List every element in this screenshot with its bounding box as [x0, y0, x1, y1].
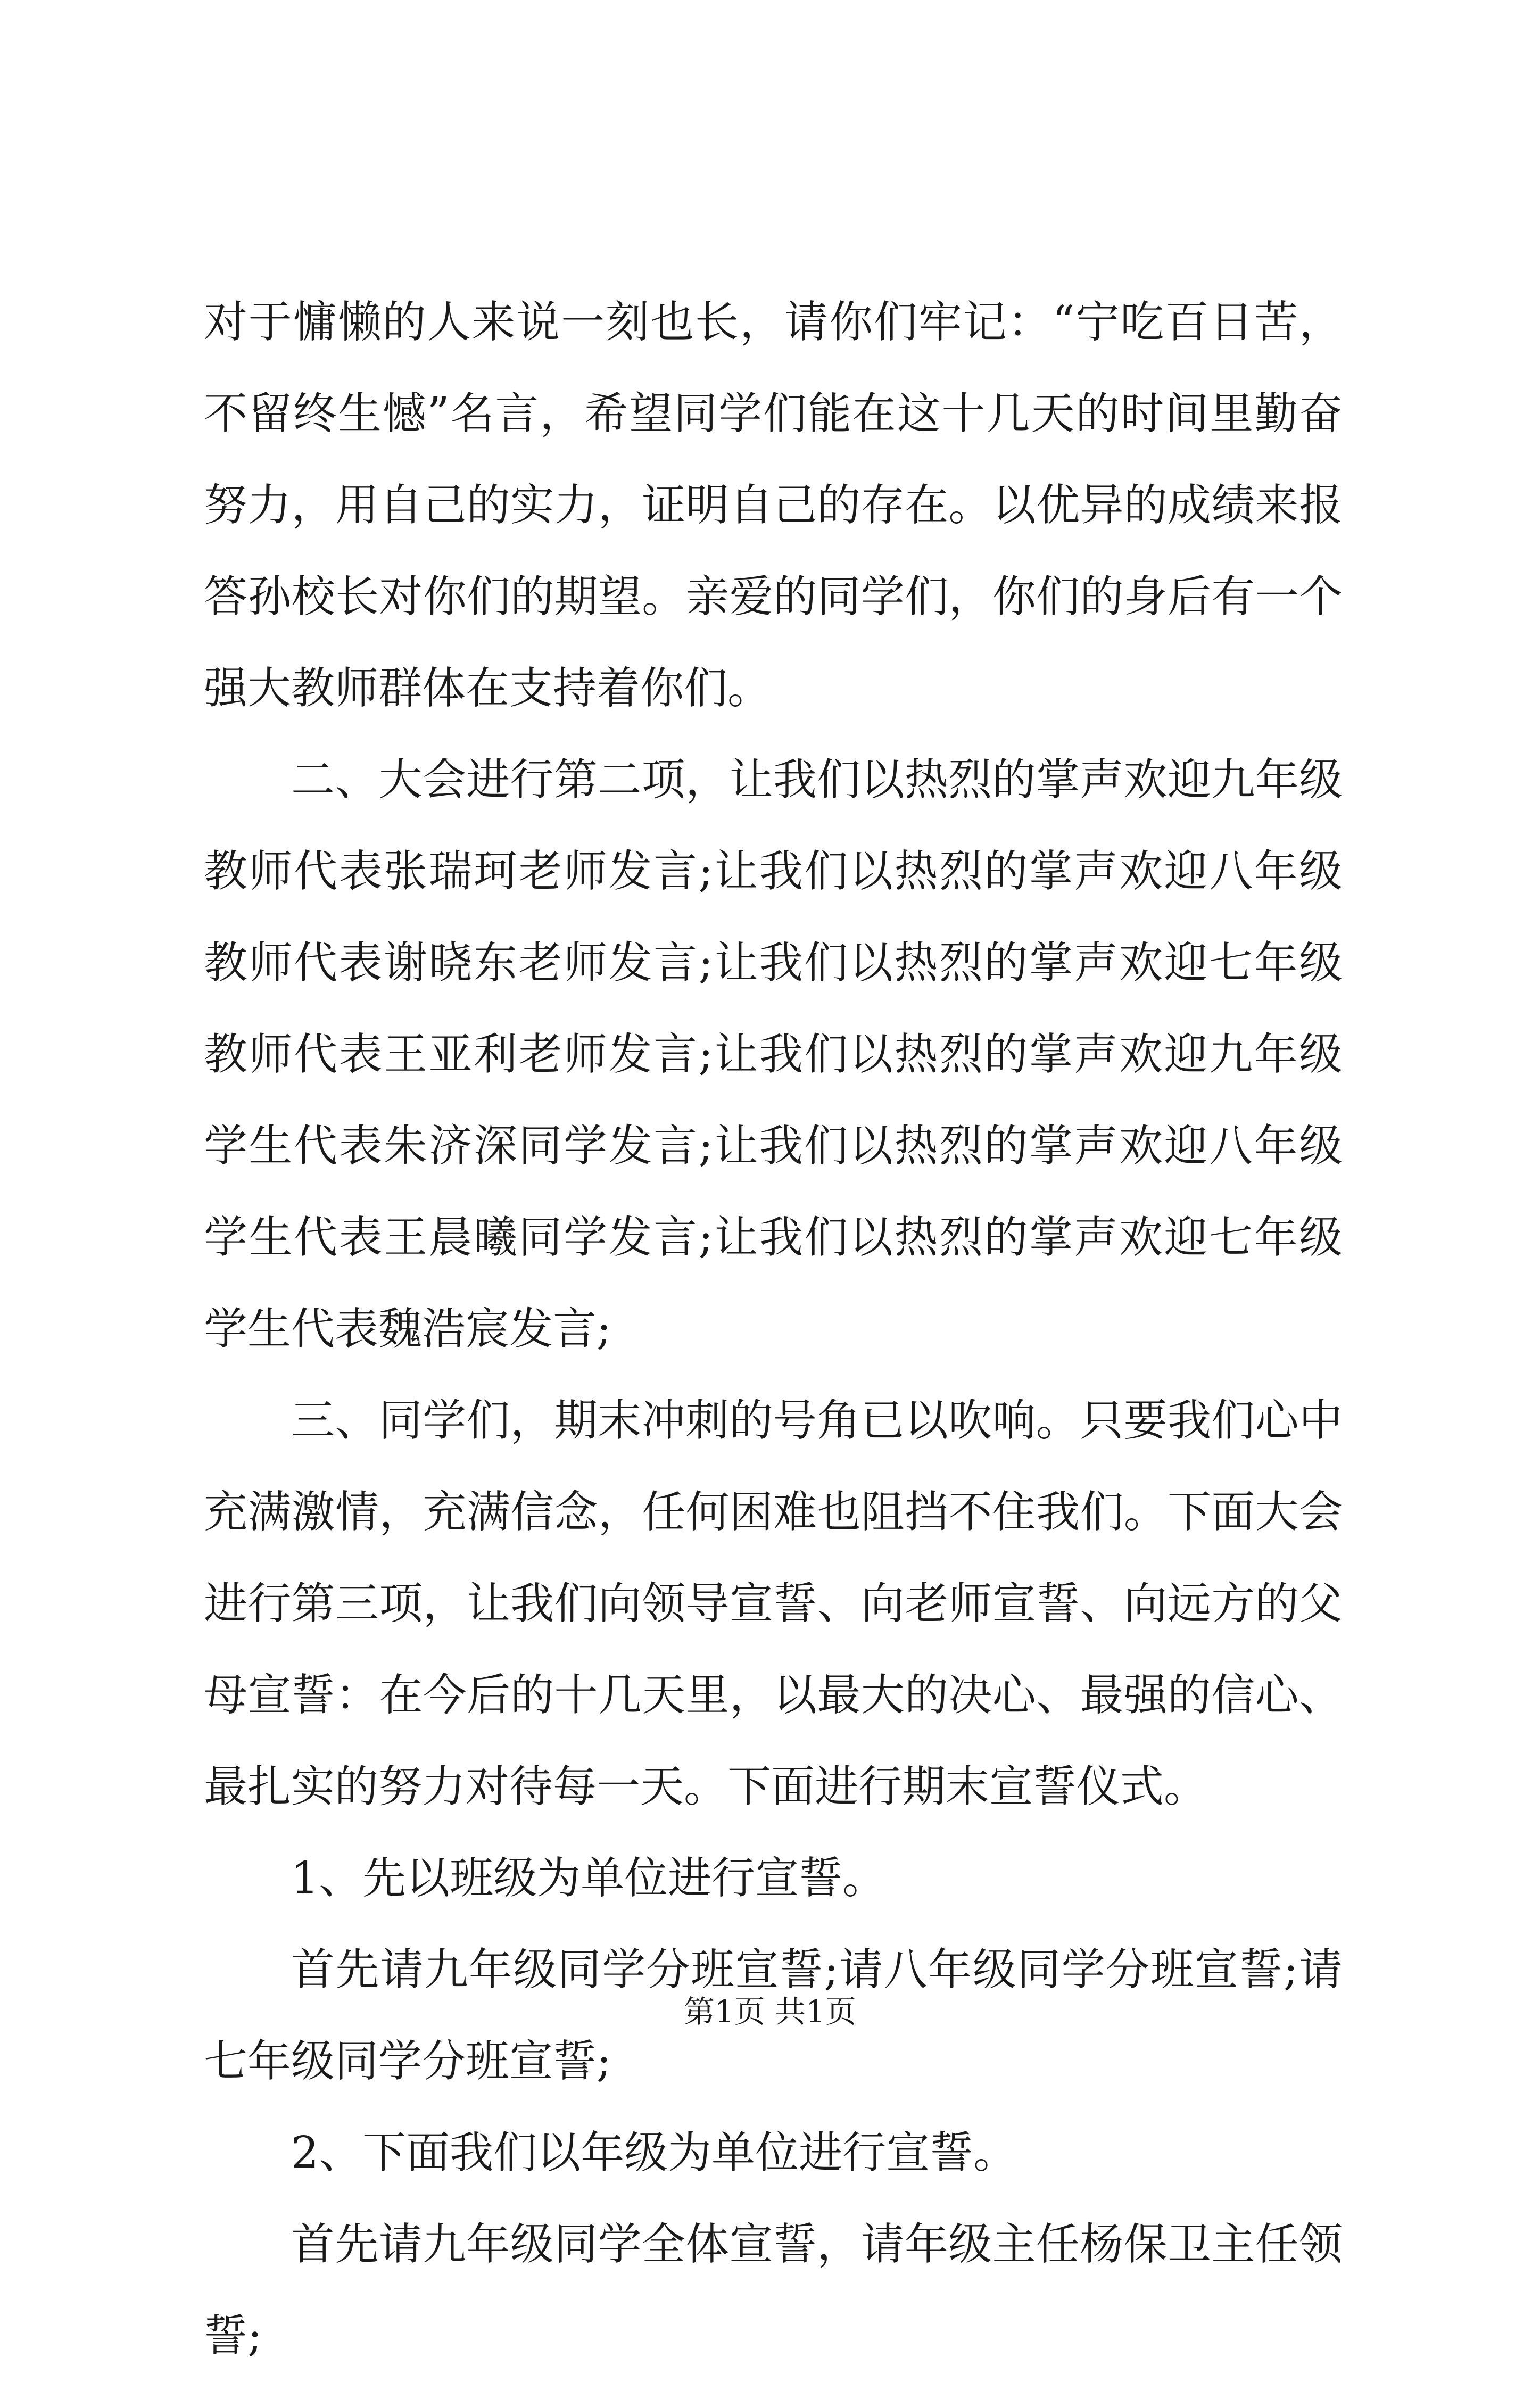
paragraph-step-two: 2、下面我们以年级为单位进行宣誓。 [291, 2128, 1017, 2178]
paragraph-item-three: 三、同学们，期末冲刺的号角已以吹响。只要我们心中充满激情，充满信念，任何困难也阻挡不住我们。下面大会进行第三项，让我们向领导宣誓、向老师宣誓、向远方的父母宣誓：在今后的十几天里，以最大的决心、最强的信心、最扎实的努力对待每一天。下面进行期末宣誓仪式。 [204, 1395, 1343, 1812]
page-number-footer: 第1页 共1页 [683, 1994, 857, 2030]
document-body [204, 277, 1343, 2382]
paragraph-item-two: 二、大会进行第二项，让我们以热烈的掌声欢迎九年级教师代表张瑞珂老师发言;让我们以热烈的掌声欢迎八年级教师代表谢晓东老师发言;让我们以热烈的掌声欢迎七年级教师代表王亚利老师发言;让我们以热烈的掌声欢迎九年级学生代表朱济深同学发言;让我们以热烈的掌声欢迎八年级学生代表王晨曦同学发言;让我们以热烈的掌声欢迎七年级学生代表魏浩宸发言; [204, 755, 1343, 1354]
paragraph-step-one: 1、先以班级为单位进行宣誓。 [291, 1853, 887, 1904]
paragraph-continuation: 对于慵懒的人来说一刻也长，请你们牢记：“宁吃百日苦，不留终生憾”名言，希望同学们能在这十几天的时间里勤奋努力，用自己的实力，证明自己的存在。以优异的成绩来报答孙校长对你们的期望。亲爱的同学们，你们的身后有一个强大教师群体在支持着你们。 [204, 297, 1343, 714]
paragraph-class-oath: 首先请九年级同学分班宣誓;请八年级同学分班宣誓;请七年级同学分班宣誓; [204, 1945, 1343, 2087]
paragraph-grade-oath: 首先请九年级同学全体宣誓，请年级主任杨保卫主任领誓; [204, 2219, 1343, 2361]
